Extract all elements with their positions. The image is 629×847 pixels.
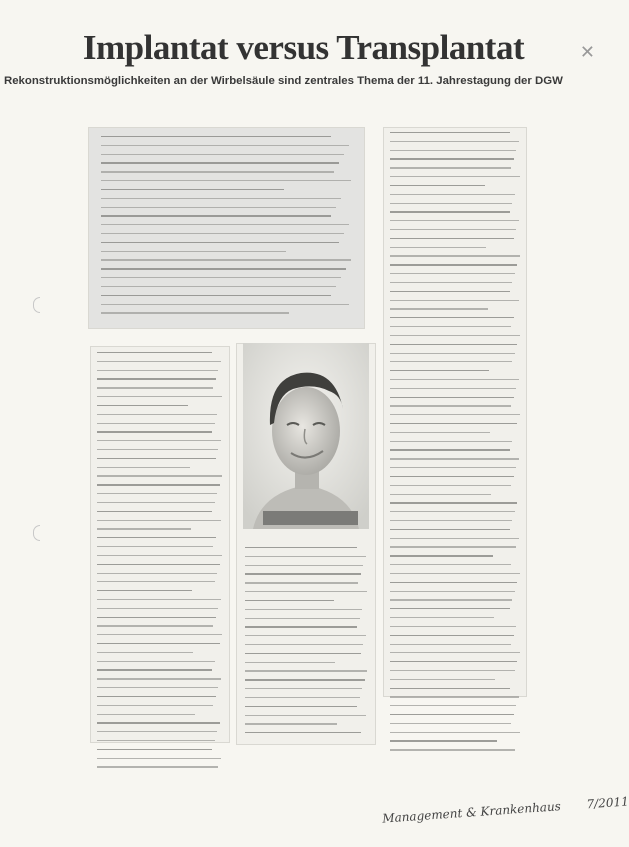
intro-box xyxy=(88,127,365,329)
handwritten-date: 7/2011 xyxy=(586,794,629,812)
text-line xyxy=(390,194,515,195)
text-line xyxy=(390,494,491,495)
text-line xyxy=(97,581,215,582)
text-line xyxy=(390,229,516,230)
text-line xyxy=(390,502,517,503)
text-line xyxy=(97,678,221,679)
text-line xyxy=(390,150,516,151)
text-line xyxy=(390,723,511,724)
right-column xyxy=(383,127,527,697)
text-line xyxy=(101,162,339,163)
text-line xyxy=(390,353,515,354)
text-line xyxy=(390,485,511,486)
text-line xyxy=(390,405,511,406)
text-line xyxy=(97,396,222,397)
text-line xyxy=(245,706,357,707)
text-line xyxy=(245,697,360,698)
text-line xyxy=(97,758,221,759)
text-line xyxy=(390,476,514,477)
text-line xyxy=(390,211,510,212)
article-subtitle: Rekonstruktionsmöglichkeiten an der Wirbelsäule sind zentrales Thema der 11. Jahrestagung der DGW xyxy=(4,75,563,87)
text-line xyxy=(101,312,289,313)
text-line xyxy=(390,679,495,680)
text-line xyxy=(390,388,516,389)
text-line xyxy=(101,189,284,190)
text-line xyxy=(390,714,514,715)
text-line xyxy=(101,233,344,234)
text-line xyxy=(390,626,516,627)
text-line xyxy=(390,749,515,750)
text-line xyxy=(390,158,514,159)
text-line xyxy=(97,652,193,653)
text-line xyxy=(97,669,212,670)
text-line xyxy=(390,291,510,292)
text-line xyxy=(390,335,520,336)
text-line xyxy=(390,538,519,539)
text-line xyxy=(245,600,334,601)
text-line xyxy=(97,440,221,441)
text-line xyxy=(97,449,218,450)
text-line xyxy=(97,714,195,715)
text-line xyxy=(245,635,366,636)
text-line xyxy=(390,458,519,459)
text-line xyxy=(97,458,216,459)
text-line xyxy=(245,556,366,557)
text-line xyxy=(245,609,362,610)
text-line xyxy=(245,679,365,680)
text-line xyxy=(97,467,190,468)
text-line xyxy=(245,670,367,671)
text-line xyxy=(97,590,192,591)
text-line xyxy=(97,352,212,353)
text-line xyxy=(101,242,339,243)
text-line xyxy=(97,431,212,432)
text-line xyxy=(101,224,349,225)
text-line xyxy=(390,220,519,221)
text-line xyxy=(97,749,212,750)
text-line xyxy=(390,167,511,168)
text-line xyxy=(390,652,520,653)
right-column-text xyxy=(390,132,520,758)
handwritten-source: Management & Krankenhaus xyxy=(381,799,562,826)
text-line xyxy=(97,617,216,618)
text-line xyxy=(390,555,493,556)
text-line xyxy=(390,661,517,662)
photo-caption xyxy=(263,511,358,525)
text-line xyxy=(390,696,519,697)
text-line xyxy=(97,493,217,494)
text-line xyxy=(390,317,514,318)
text-line xyxy=(97,414,217,415)
text-line xyxy=(97,387,213,388)
text-line xyxy=(245,732,361,733)
text-line xyxy=(390,176,520,177)
text-line xyxy=(97,484,220,485)
text-line xyxy=(245,688,362,689)
portrait-photo xyxy=(243,343,369,529)
text-line xyxy=(97,528,191,529)
text-line xyxy=(390,397,514,398)
text-line xyxy=(97,405,188,406)
text-line xyxy=(390,141,519,142)
text-line xyxy=(245,662,335,663)
text-line xyxy=(390,273,515,274)
text-line xyxy=(390,379,519,380)
article-title: Implantat versus Transplantat xyxy=(82,28,525,67)
text-line xyxy=(101,207,336,208)
text-line xyxy=(390,300,519,301)
text-line xyxy=(390,705,516,706)
text-line xyxy=(97,766,218,767)
text-line xyxy=(390,573,520,574)
text-line xyxy=(390,264,517,265)
text-line xyxy=(390,529,510,530)
text-line xyxy=(97,625,213,626)
text-line xyxy=(97,378,216,379)
text-line xyxy=(97,502,215,503)
corner-mark-icon: ✕ xyxy=(579,42,595,62)
text-line xyxy=(390,282,512,283)
handwritten-source-note xyxy=(382,794,629,825)
text-line xyxy=(390,591,515,592)
text-line xyxy=(97,661,215,662)
text-line xyxy=(390,582,517,583)
text-line xyxy=(390,467,516,468)
text-line xyxy=(390,670,515,671)
text-line xyxy=(390,449,510,450)
punch-hole-mark xyxy=(33,297,40,313)
text-line xyxy=(390,608,510,609)
text-line xyxy=(245,547,357,548)
text-line xyxy=(97,608,218,609)
text-line xyxy=(390,617,494,618)
text-line xyxy=(390,441,512,442)
text-line xyxy=(390,238,514,239)
text-line xyxy=(101,268,346,269)
text-line xyxy=(101,198,341,199)
text-line xyxy=(97,546,213,547)
text-line xyxy=(390,326,511,327)
text-line xyxy=(97,740,215,741)
text-line xyxy=(390,344,517,345)
text-line xyxy=(245,644,363,645)
text-line xyxy=(390,511,515,512)
portrait-image xyxy=(243,343,369,529)
text-line xyxy=(390,546,516,547)
text-line xyxy=(101,154,344,155)
text-line xyxy=(97,599,221,600)
text-line xyxy=(390,132,510,133)
text-line xyxy=(390,635,514,636)
text-line xyxy=(245,565,363,566)
text-line xyxy=(101,145,349,146)
text-line xyxy=(101,180,351,181)
text-line xyxy=(97,370,218,371)
text-line xyxy=(97,564,220,565)
text-line xyxy=(97,722,220,723)
text-line xyxy=(97,520,221,521)
text-line xyxy=(245,591,367,592)
text-line xyxy=(245,573,361,574)
text-line xyxy=(97,634,222,635)
text-line xyxy=(245,626,357,627)
text-line xyxy=(245,653,361,654)
text-line xyxy=(390,414,520,415)
text-line xyxy=(97,475,222,476)
text-line xyxy=(390,247,486,248)
text-line xyxy=(390,423,517,424)
punch-hole-mark xyxy=(33,525,40,541)
left-column-text xyxy=(97,352,222,775)
text-line xyxy=(97,705,213,706)
text-line xyxy=(97,731,217,732)
text-line xyxy=(97,696,216,697)
text-line xyxy=(97,687,218,688)
text-line xyxy=(390,255,520,256)
text-line xyxy=(245,723,337,724)
text-line xyxy=(390,644,511,645)
text-line xyxy=(101,304,349,305)
text-line xyxy=(390,203,512,204)
text-line xyxy=(390,370,489,371)
text-line xyxy=(245,715,366,716)
text-line xyxy=(245,582,358,583)
text-line xyxy=(101,136,331,137)
text-line xyxy=(390,520,512,521)
text-line xyxy=(390,432,490,433)
text-line xyxy=(101,277,341,278)
intro-text xyxy=(101,136,351,321)
text-line xyxy=(101,259,351,260)
text-line xyxy=(97,555,222,556)
text-line xyxy=(245,618,360,619)
middle-column-text xyxy=(245,547,367,741)
text-line xyxy=(101,251,286,252)
text-line xyxy=(101,286,336,287)
text-line xyxy=(390,185,485,186)
text-line xyxy=(390,740,497,741)
text-line xyxy=(390,688,510,689)
text-line xyxy=(390,564,511,565)
text-line xyxy=(97,361,221,362)
text-line xyxy=(390,308,488,309)
text-line xyxy=(390,732,520,733)
text-line xyxy=(97,537,216,538)
left-column xyxy=(90,346,230,743)
text-line xyxy=(101,215,331,216)
text-line xyxy=(97,643,220,644)
text-line xyxy=(97,423,215,424)
text-line xyxy=(97,511,212,512)
text-line xyxy=(101,171,334,172)
text-line xyxy=(390,599,512,600)
text-line xyxy=(101,295,331,296)
text-line xyxy=(97,573,217,574)
text-line xyxy=(390,361,512,362)
